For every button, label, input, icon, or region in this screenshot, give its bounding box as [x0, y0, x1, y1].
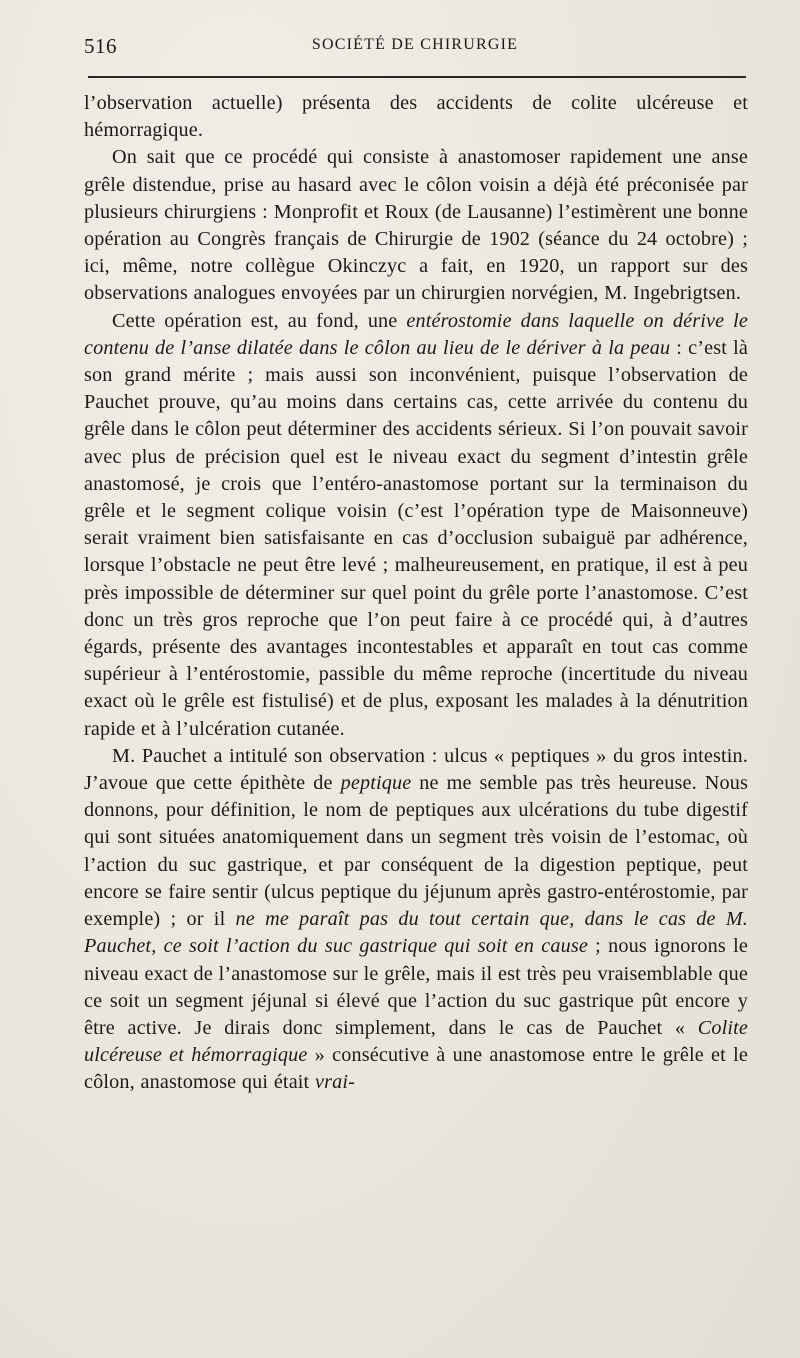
text-run: l’observation actuelle) présenta des accidents de colite ulcéreuse et hémorragique. — [84, 92, 748, 142]
paragraph — [84, 90, 748, 144]
text-run: ne me semble pas très heureuse. Nous donnons, pour définition, le nom de peptiques aux ulcérations du tube digestif qui sont situées anatomiquement dans un segment très voisin de l’estomac, où l’action du suc gastrique, et par conséquent de la digestion peptique, peut encore se faire sentir (ulcus peptique du jéjunum après gastro-entérostomie, par exemple) ; or il — [84, 772, 748, 931]
paragraph — [84, 743, 748, 1097]
italic-text: peptique — [340, 772, 412, 795]
italic-text: entérostomie dans laquelle on dérive le contenu de l’anse dilatée dans le côlon au lieu de le dériver à la peau — [84, 309, 748, 359]
text-run: Cette opération est, au fond, une — [112, 309, 407, 332]
text-run: : c’est là son grand mérite ; mais aussi son inconvénient, puisque l’observation de Pauchet prouve, qu’au moins dans certains cas, cette arrivée du contenu du grêle dans le côlon peut déterminer des accidents sérieux. Si l’on pouvait savoir avec plus de précision quel est le niveau exact du segment d’intestin grêle anastomosé, je crois que l’entéro-anastomose portant sur la terminaison du grêle et le segment colique voisin (c’est l’opération type de Maisonneuve) serait vraiment bien satisfaisante en cas d’occlusion subaiguë par adhérence, lorsque l’obstacle ne peut être levé ; malheureusement, en pratique, il est à peu près impossible de déterminer sur quel point du grêle porte l’anastomose. C’est donc un très gros reproche que l’on peut faire à ce procédé qui, à d’autres égards, présente des avantages incontestables et apparaît en tout cas comme supérieur à l’entérostomie, passible du même reproche (incertitude du niveau exact où le grêle est fistulisé) et de plus, exposant les malades à la dénutrition rapide et à l’ulcération cutanée. — [84, 336, 748, 740]
text-run: On sait que ce procédé qui consiste à anastomoser rapidement une anse grêle distendue, prise au hasard avec le côlon voisin a déjà été préconisée par plusieurs chirurgiens : Monprofit et Roux (de Lausanne) l’estimèrent une bonne opération au Congrès français de Chirurgie de 1902 (séance du 24 octobre) ; ici, même, notre collègue Okinczyc a fait, en 1920, un rapport sur des observations analogues envoyées par un chirurgien norvégien, M. Ingebrigtsen. — [84, 146, 748, 305]
page-header — [84, 34, 746, 62]
italic-text: vrai- — [315, 1071, 356, 1094]
text-run: M. Pauchet a intitulé son observation : ulcus « peptiques » du gros intestin. J’avoue que cette épithète de — [84, 744, 748, 795]
page-number: 516 — [84, 34, 117, 58]
italic-text: Colite ulcéreuse et hémorragique — [84, 1016, 748, 1067]
italic-text: ne me paraît pas du tout certain que, dans le cas de M. Pauchet, ce soit l’action du suc gastrique qui soit en cause — [84, 908, 749, 958]
body-text — [84, 90, 748, 1097]
header-rule — [88, 76, 746, 78]
paragraph — [84, 308, 748, 743]
running-title: SOCIÉTÉ DE CHIRURGIE — [311, 36, 519, 53]
text-run: ; nous ignorons le niveau exact de l’anastomose sur le grêle, mais il est très peu vraisemblable que ce soit un segment jéjunal si élevé que l’action du suc gastrique pût encore y être active. Je dirais donc simplement, dans le cas de Pauchet « — [84, 935, 748, 1039]
text-run: » consécutive à une anastomose entre le grêle et le côlon, anastomose qui était — [84, 1044, 748, 1094]
paragraph — [84, 144, 748, 307]
